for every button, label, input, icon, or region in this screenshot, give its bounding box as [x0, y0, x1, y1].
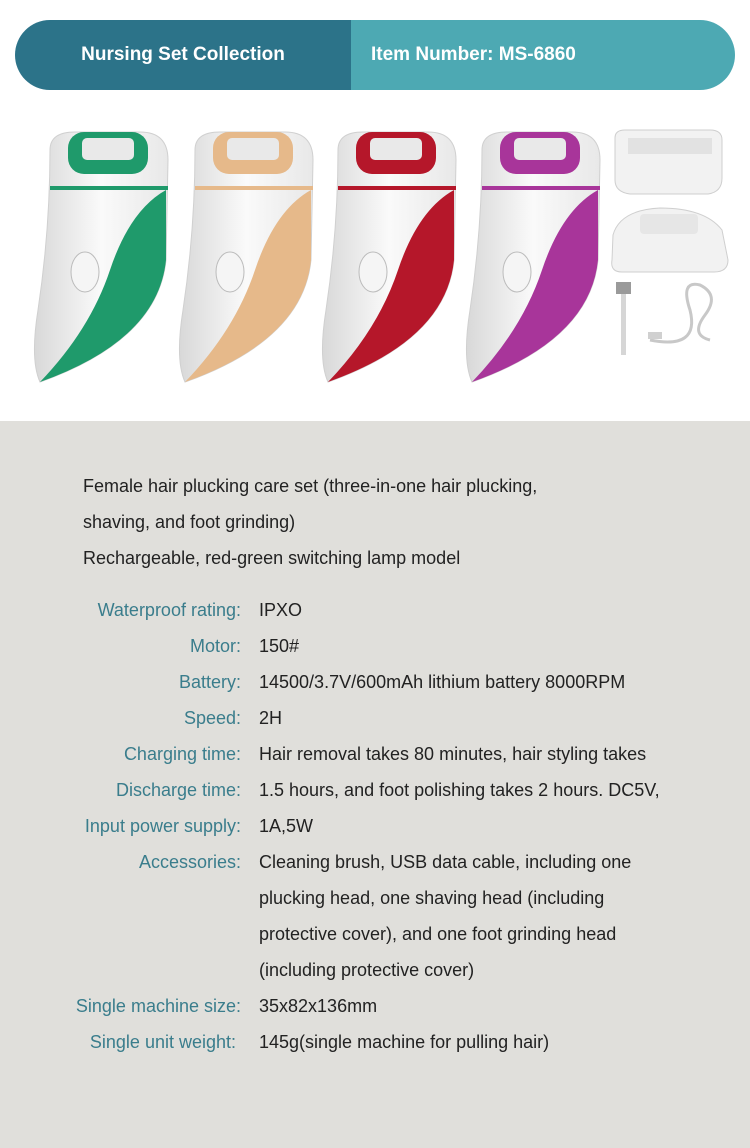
- spec-label: Accessories:: [138, 852, 241, 872]
- spec-value: 145g(single machine for pulling hair): [259, 1032, 550, 1052]
- description-line: Rechargeable, red-green switching lamp model: [83, 548, 461, 568]
- spec-value: 2H: [259, 708, 283, 728]
- spec-value: 35x82x136mm: [259, 996, 378, 1016]
- spec-label: Speed:: [183, 708, 241, 728]
- spec-row-motor: [0, 628, 750, 664]
- spec-label: Motor:: [189, 636, 241, 656]
- spec-value: Cleaning brush, USB data cable, including one plucking head, one shaving head (including protective cover), and one foot grinding head (including protective cover): [259, 852, 632, 980]
- spec-row-charging: [0, 736, 750, 772]
- spec-label: Discharge time:: [115, 780, 241, 800]
- collection-title: Nursing Set Collection: [15, 20, 351, 90]
- header-banner: [15, 20, 735, 90]
- spec-value: 1.5 hours, and foot polishing takes 2 hours. DC5V,: [259, 780, 660, 800]
- spec-row-battery: [0, 664, 750, 700]
- spec-value: 1A,5W: [259, 816, 314, 836]
- usb-cable-icon: [648, 284, 711, 342]
- item-number: Item Number: MS-6860: [351, 20, 735, 90]
- spec-label: Waterproof rating:: [97, 600, 241, 620]
- spec-value: Hair removal takes 80 minutes, hair styling takes: [259, 744, 647, 764]
- product-description: [83, 468, 537, 576]
- spec-value: IPXO: [259, 600, 303, 620]
- spec-list: [0, 592, 750, 1060]
- description-line: Female hair plucking care set (three-in-one hair plucking,: [83, 476, 538, 496]
- description-line: shaving, and foot grinding): [83, 512, 296, 532]
- spec-row-speed: [0, 700, 750, 736]
- spec-value: 150#: [259, 636, 300, 656]
- spec-label: Single unit weight:: [89, 1032, 236, 1052]
- shaving-head-icon: [615, 130, 722, 194]
- spec-row-weight: [0, 1024, 750, 1060]
- foot-grinding-head-icon: [612, 208, 728, 272]
- spec-label: Input power supply:: [84, 816, 241, 836]
- spec-row-accessories: [0, 844, 750, 988]
- spec-row-input-power: [0, 808, 750, 844]
- spec-value: 14500/3.7V/600mAh lithium battery 8000RPM: [259, 672, 626, 692]
- epilator-device-icon: [322, 132, 456, 382]
- product-image: [0, 110, 750, 410]
- spec-row-waterproof: [0, 592, 750, 628]
- epilator-device-icon: [466, 132, 600, 382]
- spec-label: Charging time:: [123, 744, 241, 764]
- spec-label: Single machine size:: [75, 996, 241, 1016]
- epilator-device-icon: [179, 132, 313, 382]
- spec-label: Battery:: [178, 672, 241, 692]
- spec-row-discharge: [0, 772, 750, 808]
- cleaning-brush-icon: [616, 282, 631, 355]
- epilator-device-icon: [34, 132, 168, 382]
- spec-row-size: [0, 988, 750, 1024]
